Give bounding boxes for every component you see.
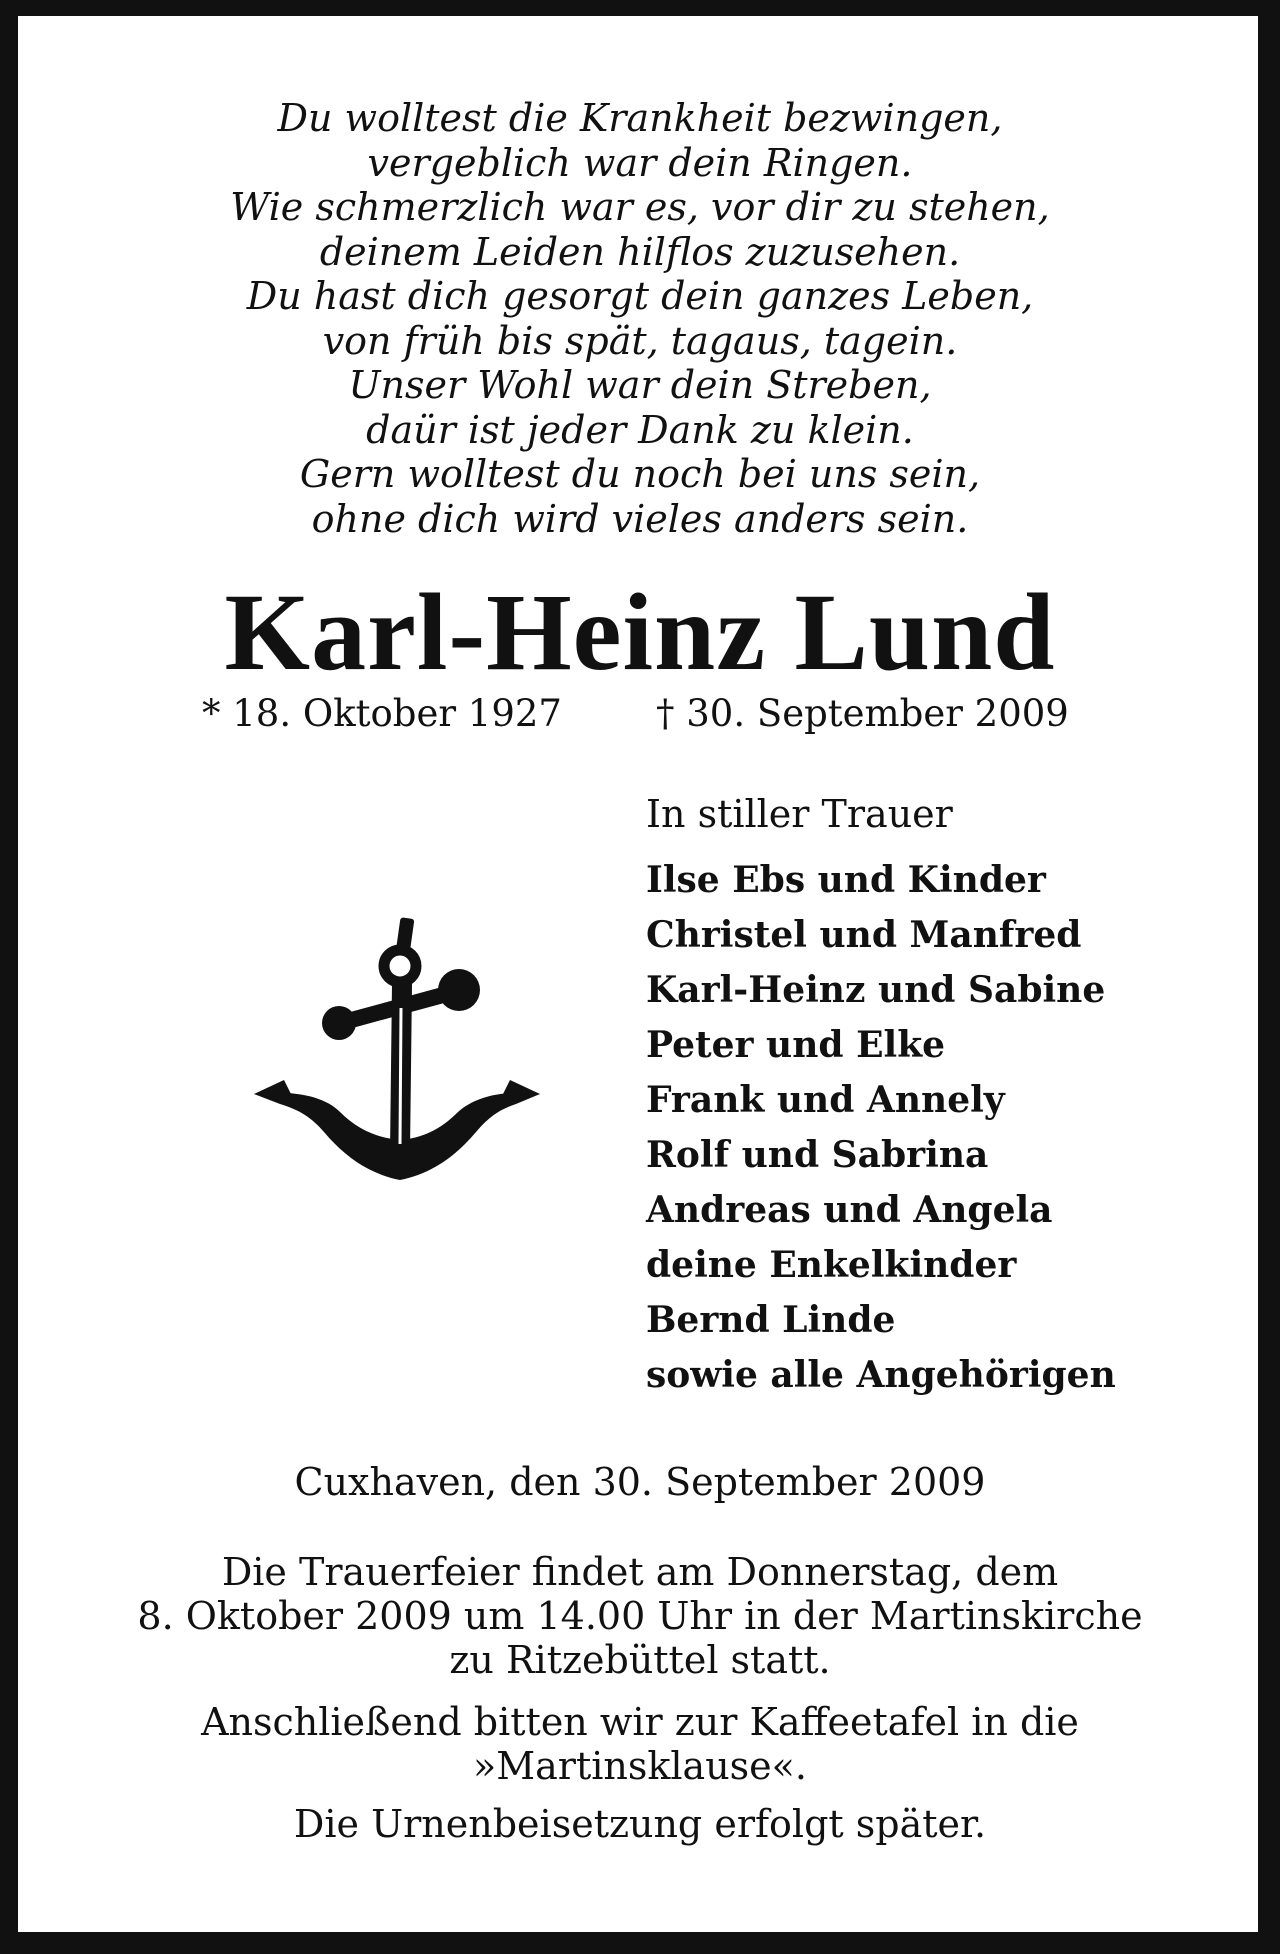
poem-line: ohne dich wird vieles anders sein. xyxy=(311,496,969,541)
birth-date: * 18. Oktober 1927 xyxy=(202,692,562,735)
poem xyxy=(0,96,1280,541)
poem-line: Wie schmerzlich war es, vor dir zu stehen, xyxy=(230,185,1050,229)
mourner-item: Rolf und Sabrina xyxy=(646,1134,989,1176)
poem-line: Du hast dich gesorgt dein ganzes Leben, xyxy=(246,274,1034,318)
deceased-name: Karl-Heinz Lund xyxy=(224,571,1056,693)
anchor-icon xyxy=(254,912,540,1182)
mourner-item: Bernd Linde xyxy=(646,1299,896,1341)
reception-line: »Martinsklause«. xyxy=(472,1744,807,1788)
poem-line: Unser Wohl war dein Streben, xyxy=(348,363,932,407)
mourner-item: Frank und Annely xyxy=(646,1079,1005,1121)
poem-line: Du wolltest die Krankheit bezwingen, xyxy=(277,96,1003,140)
poem-line: daür ist jeder Dank zu klein. xyxy=(366,407,914,452)
funeral-line: Die Trauerfeier findet am Donnerstag, dem xyxy=(221,1550,1059,1594)
death-date: † 30. September 2009 xyxy=(656,692,1069,735)
place-date: Cuxhaven, den 30. September 2009 xyxy=(294,1460,986,1504)
mourners-list xyxy=(646,853,1116,1403)
reception-line: Anschließend bitten wir zur Kaffeetafel in die xyxy=(201,1700,1079,1744)
funeral-line: 8. Oktober 2009 um 14.00 Uhr in der Martinskirche xyxy=(137,1594,1143,1638)
funeral-line: zu Ritzebüttel statt. xyxy=(449,1638,831,1682)
poem-line: vergeblich war dein Ringen. xyxy=(367,140,913,185)
funeral-info xyxy=(0,1550,1280,1682)
mourning-intro: In stiller Trauer xyxy=(646,792,953,836)
mourner-item: deine Enkelkinder xyxy=(646,1244,1017,1286)
urn-burial-info: Die Urnenbeisetzung erfolgt später. xyxy=(293,1802,987,1846)
mourner-item: Peter und Elke xyxy=(646,1024,946,1066)
poem-line: deinem Leiden hilflos zuzusehen. xyxy=(319,229,961,274)
mourner-item: Andreas und Angela xyxy=(646,1189,1053,1231)
mourner-item: Christel und Manfred xyxy=(646,914,1082,956)
poem-line: von früh bis spät, tagaus, tagein. xyxy=(322,318,958,363)
poem-line: Gern wolltest du noch bei uns sein, xyxy=(299,452,981,496)
mourner-item: Karl-Heinz und Sabine xyxy=(646,969,1106,1011)
mourner-item: Ilse Ebs und Kinder xyxy=(646,859,1046,901)
mourner-item: sowie alle Angehörigen xyxy=(646,1354,1116,1396)
reception-info xyxy=(0,1700,1280,1788)
